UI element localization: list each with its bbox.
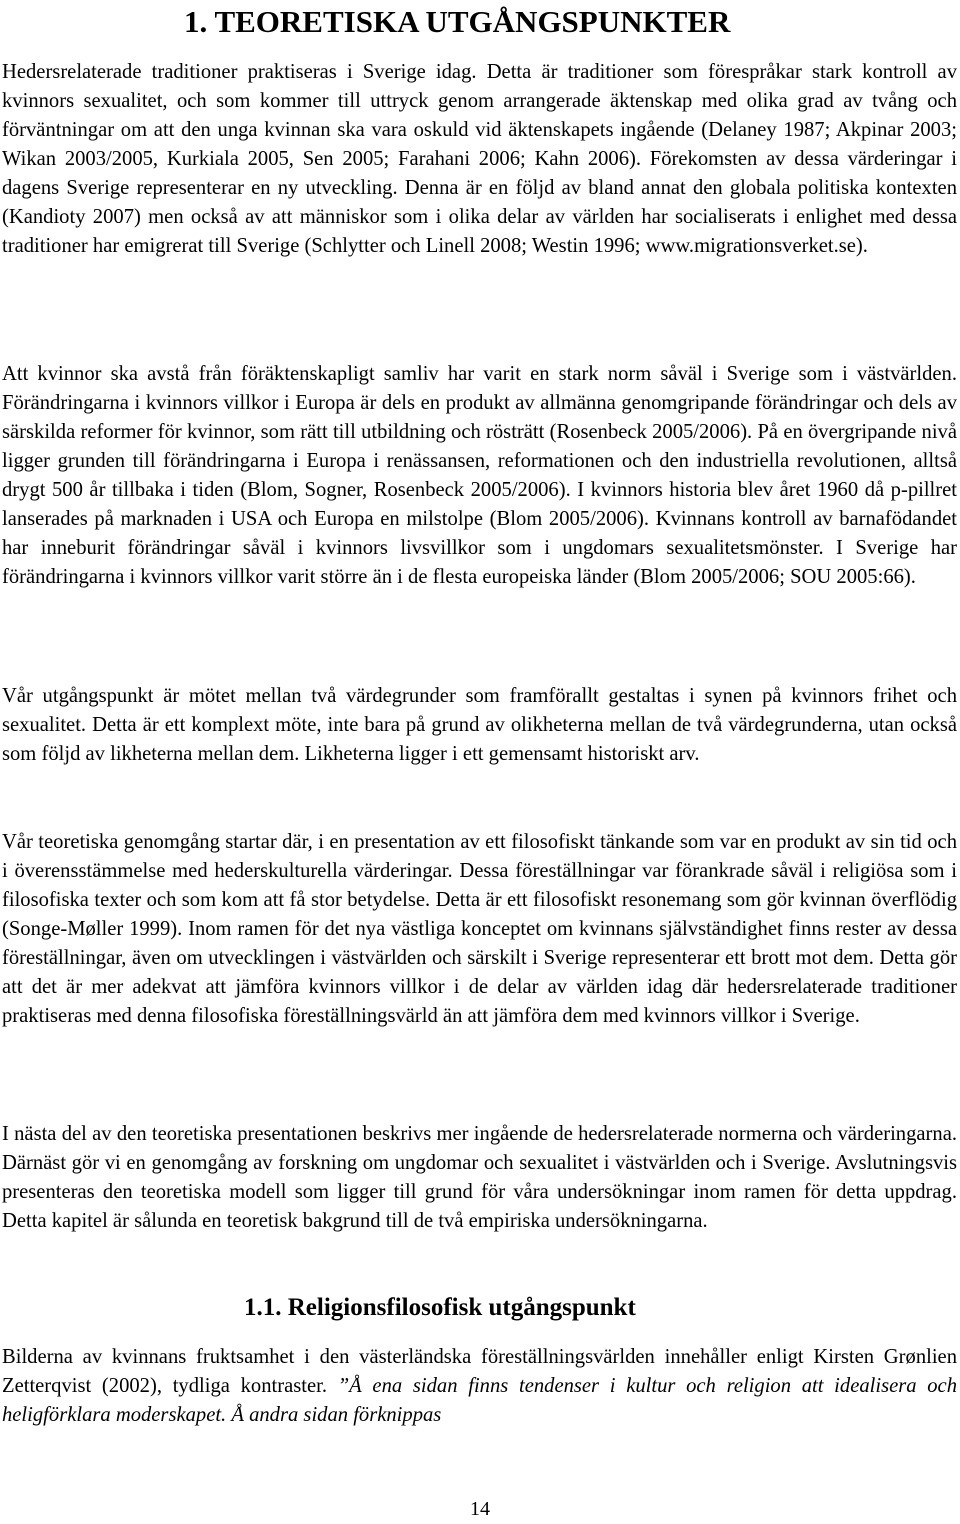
paragraph-4: Vår teoretiska genomgång startar där, i en presentation av ett filosofiskt tänkande som var en produkt av sin tid och i överensstämmelse med hederskulturella värderingar. Dessa föreställningar var förankrade såväl i religiösa som i filosofiska texter och som kom att få stor betydelse. Detta är ett filosofiskt resonemang som gör kvinnan överflödig (Songe-Møller 1999). Inom ramen för det nya västliga konceptet om kvinnans självständighet finns rester av dessa föreställningar, även om utvecklingen i västvärlden och särskilt i Sverige representerar ett brott mot dem. Detta gör att det är mer adekvat att jämföra kvinnors villkor i de delar av världen idag där hedersrelaterade traditioner praktiseras med denna filosofiska föreställningsvärld än att jämföra dem med kvinnors villkor i Sverige. — [2, 831, 957, 1027]
paragraph-2: Att kvinnor ska avstå från föräktenskapligt samliv har varit en stark norm såväl i Sverige som i västvärlden. Förändringarna i kvinnors villkor i Europa är dels en produkt av allmänna genomgripande förändringar och dels av särskilda reformer för kvinnor, som rätt till utbildning och rösträtt (Rosenbeck 2005/2006). På en övergripande nivå ligger grunden till förändringarna i Europa i renässansen, reformationen och den industriella revolutionen, alltså drygt 500 år tillbaka i tiden (Blom, Sogner, Rosenbeck 2005/2006). I kvinnors historia blev året 1960 då p-pillret lanserades på marknaden i USA och Europa en milstolpe (Blom 2005/2006). Kvinnans kontroll av barnafödandet har inneburit förändringar såväl i kvinnors livsvillkor som i ungdomars sexualitetsmönster. I Sverige har förändringarna i kvinnors villkor varit större än i de flesta europeiska länder (Blom 2005/2006; SOU 2005:66). — [2, 363, 957, 588]
paragraph-6-text: Bilderna av kvinnans fruktsamhet i den västerländska föreställningsvärlden innehåller enligt Kirsten Grønlien Zetterqvist (2002), tydliga kontraster. — [2, 1346, 957, 1397]
paragraph-3: Vår utgångspunkt är mötet mellan två värdegrunder som framförallt gestaltas i synen på kvinnors frihet och sexualitet. Detta är ett komplext möte, inte bara på grund av olikheterna mellan de två värdegrunderna, utan också som följd av likheterna mellan dem. Likheterna ligger i ett gemensamt historiskt arv. — [2, 685, 957, 765]
paragraph-6 — [2, 1343, 957, 1430]
paragraph-5: I nästa del av den teoretiska presentationen beskrivs mer ingående de hedersrelaterade normerna och värderingarna. Därnäst gör vi en genomgång av forskning om ungdomar och sexualitet i västvärlden och i Sverige. Avslutningsvis presenteras den teoretiska modell som ligger till grund för våra undersökningar inom ramen för detta uppdrag. Detta kapitel är sålunda en teoretisk bakgrund till de två empiriska undersökningarna. — [2, 1123, 957, 1232]
page-number: 14 — [470, 1498, 490, 1520]
paragraph-1: Hedersrelaterade traditioner praktiseras i Sverige idag. Detta är traditioner som förespråkar stark kontroll av kvinnors sexualitet, och som kommer till uttryck genom arrangerade äktenskap med olika grad av tvång och förväntningar om att den unga kvinnan ska vara oskuld vid äktenskapets ingående (Delaney 1987; Akpinar 2003; Wikan 2003/2005, Kurkiala 2005, Sen 2005; Farahani 2006; Kahn 2006). Förekomsten av dessa värderingar i dagens Sverige representerar en ny utveckling. Denna är en följd av bland annat den globala politiska kontexten (Kandioty 2007) men också av att människor som i olika delar av världen har socialiserats i enlighet med dessa traditioner har emigrerat till Sverige (Schlytter och Linell 2008; Westin 1996; www.migrationsverket.se). — [2, 61, 957, 257]
chapter-heading: 1. TEORETISKA UTGÅNGSPUNKTER — [184, 4, 731, 39]
paragraph-6-quote: ”Å ena sidan finns tendenser i kultur och religion att idealisera och heligförklara moderskapet. Å andra sidan förknippas — [2, 1375, 957, 1426]
section-heading: 1.1. Religionsfilosofisk utgångspunkt — [244, 1294, 636, 1321]
